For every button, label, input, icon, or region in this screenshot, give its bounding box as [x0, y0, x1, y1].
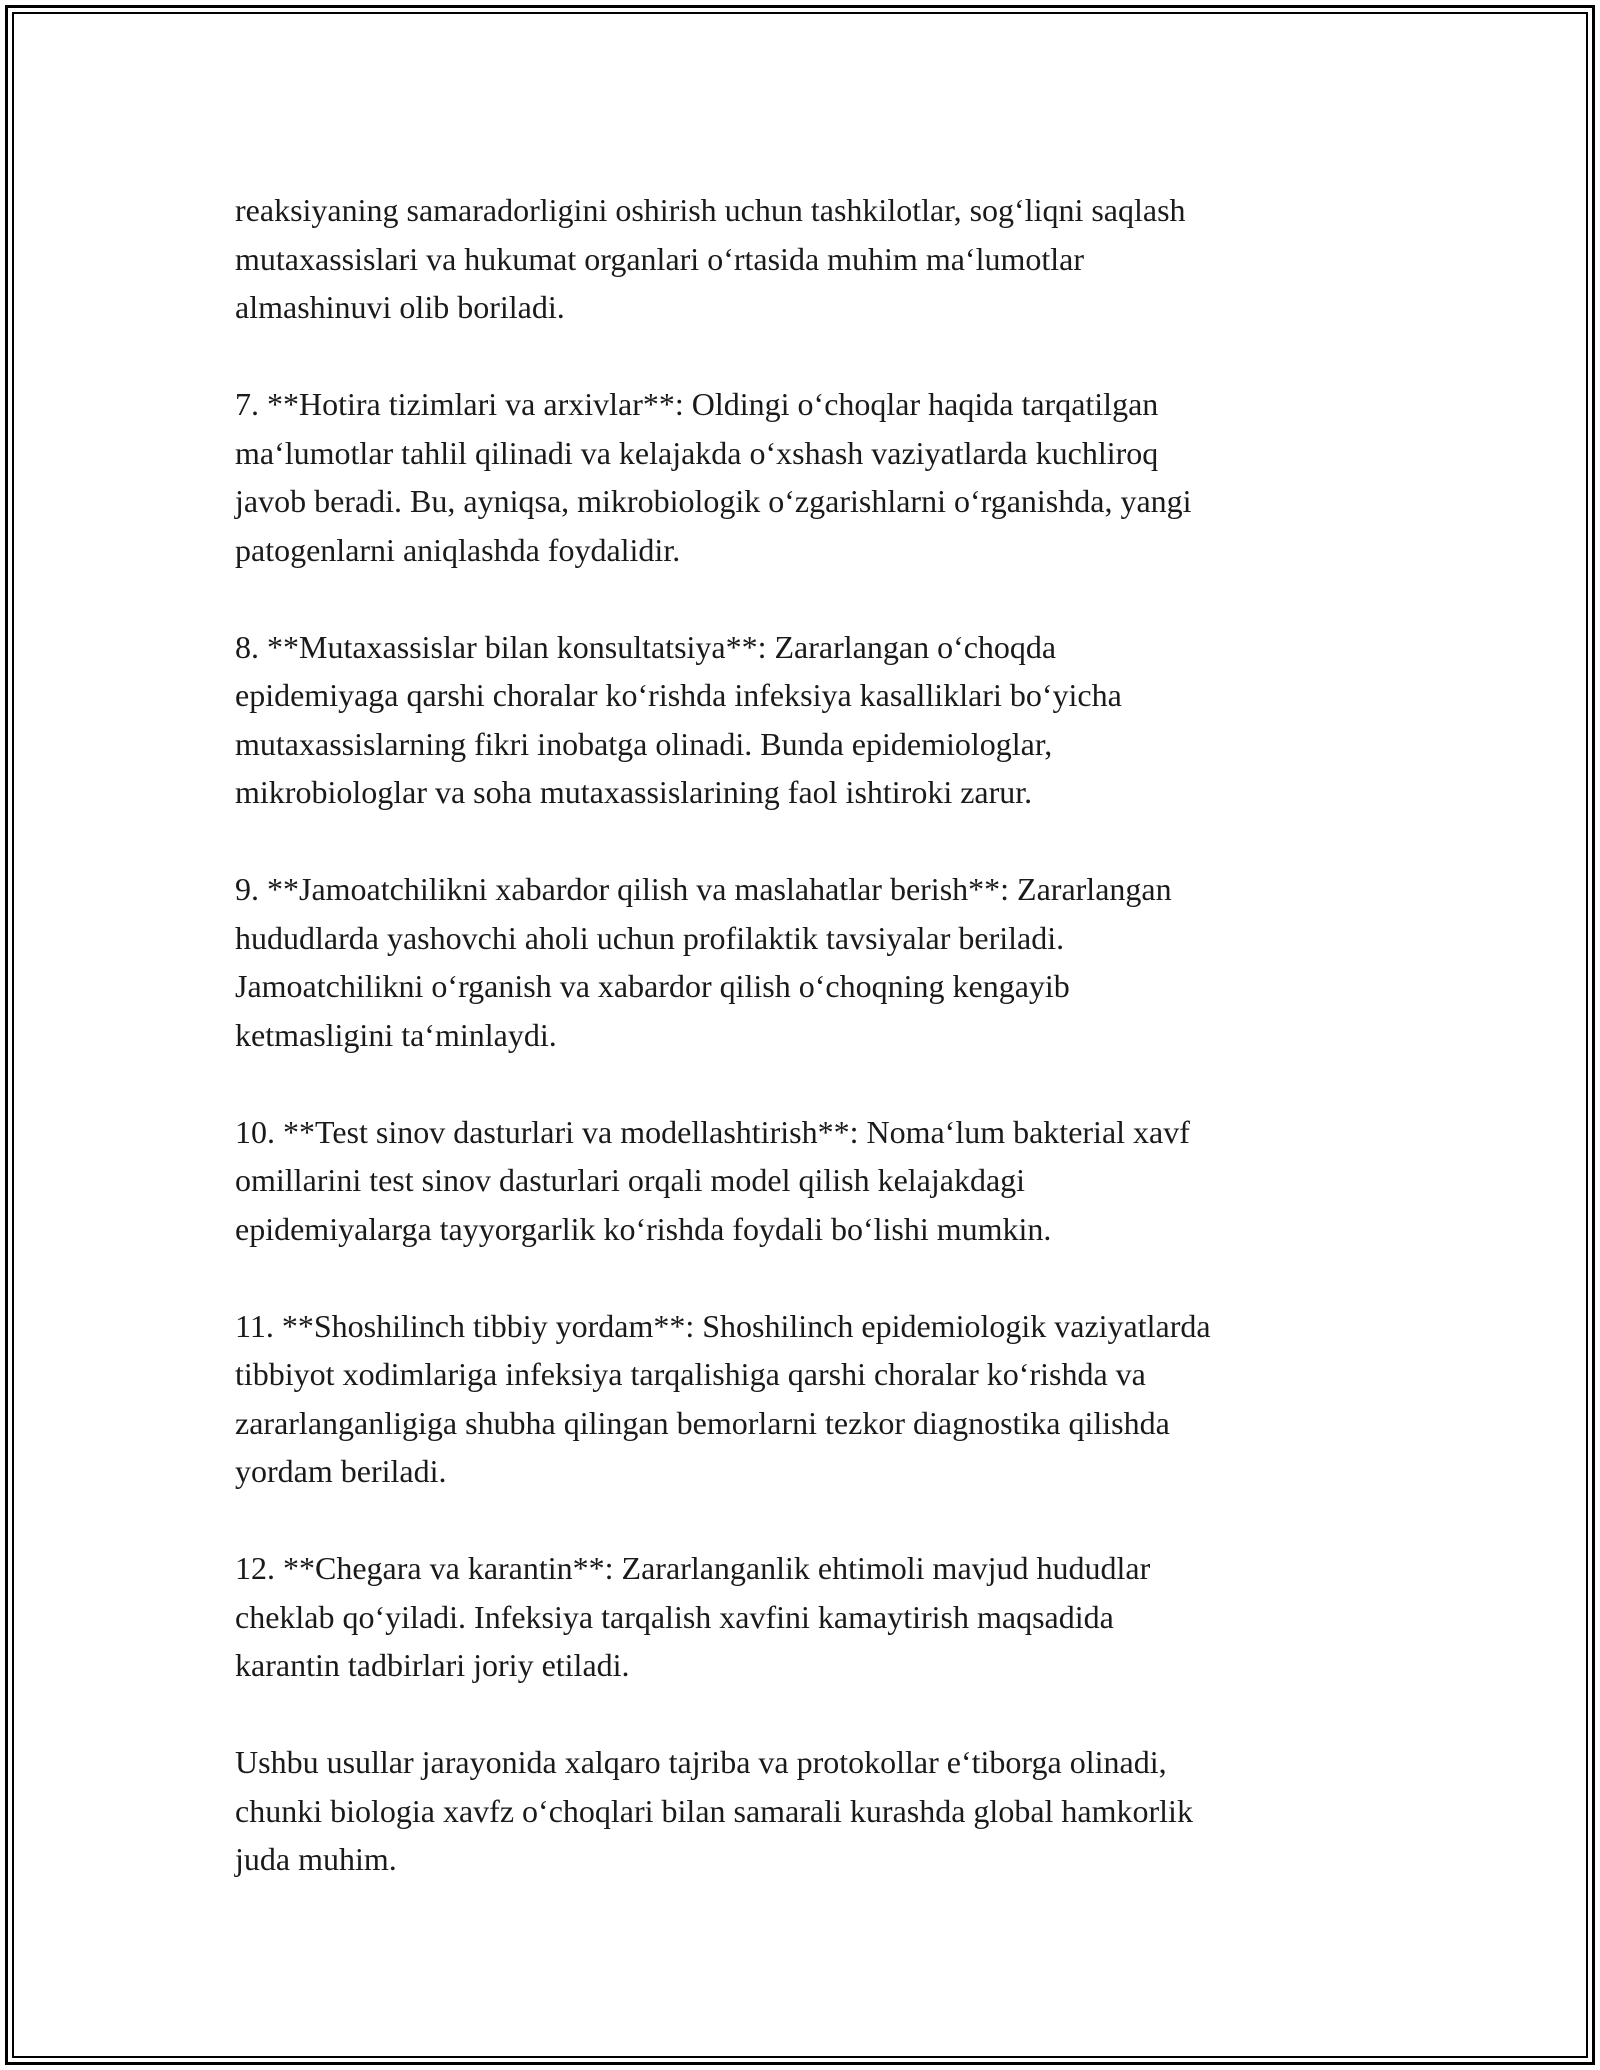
- paragraph-conclusion: Ushbu usullar jarayonida xalqaro tajriba va protokollar e‘tiborga olinadi, chunki biologia xavfz o‘choqlari bilan samarali kurashda global hamkorlik juda muhim.: [235, 1744, 1193, 1877]
- paragraph-item-9: 9. **Jamoatchilikni xabardor qilish va maslahatlar berish**: Zararlangan hududlarda yashovchi aholi uchun profilaktik tavsiyalar beriladi. Jamoatchilikni o‘rganish va xabardor qilish o‘choqning kengayib ketmasligini ta‘minlaydi.: [235, 871, 1172, 1053]
- document-body: [235, 186, 1375, 1932]
- paragraph-item-7: 7. **Hotira tizimlari va arxivlar**: Oldingi o‘choqlar haqida tarqatilgan ma‘lumotlar tahlil qilinadi va kelajakda o‘xshash vaziyatlarda kuchliroq javob beradi. Bu, ayniqsa, mikrobiologik o‘zgarishlarni o‘rganishda, yangi patogenlarni aniqlashda foydalidir.: [235, 386, 1192, 568]
- paragraph-continuation: reaksiyaning samaradorligini oshirish uchun tashkilotlar, sog‘liqni saqlash mutaxassislari va hukumat organlari o‘rtasida muhim ma‘lumotlar almashinuvi olib boriladi.: [235, 192, 1186, 325]
- paragraph-item-8: 8. **Mutaxassislar bilan konsultatsiya**: Zararlangan o‘choqda epidemiyaga qarshi choralar ko‘rishda infeksiya kasalliklari bo‘yicha mutaxassislarning fikri inobatga olinadi. Bunda epidemiologlar, mikrobiologlar va soha mutaxassislarining faol ishtiroki zarur.: [235, 628, 1122, 810]
- paragraph-item-11: 11. **Shoshilinch tibbiy yordam**: Shoshilinch epidemiologik vaziyatlarda tibbiyot xodimlariga infeksiya tarqalishiga qarshi choralar ko‘rishda va zararlanganligiga shubha qilingan bemorlarni tezkor diagnostika qilishda yordam beriladi.: [235, 1307, 1211, 1489]
- paragraph-item-10: 10. **Test sinov dasturlari va modellashtirish**: Noma‘lum bakterial xavf omillarini test sinov dasturlari orqali model qilish kelajakdagi epidemiyalarga tayyorgarlik ko‘rishda foydali bo‘lishi mumkin.: [235, 1113, 1190, 1247]
- paragraph-item-12: 12. **Chegara va karantin**: Zararlanganlik ehtimoli mavjud hududlar cheklab qo‘yiladi. Infeksiya tarqalish xavfini kamaytirish maqsadida karantin tadbirlari joriy etiladi.: [235, 1550, 1151, 1683]
